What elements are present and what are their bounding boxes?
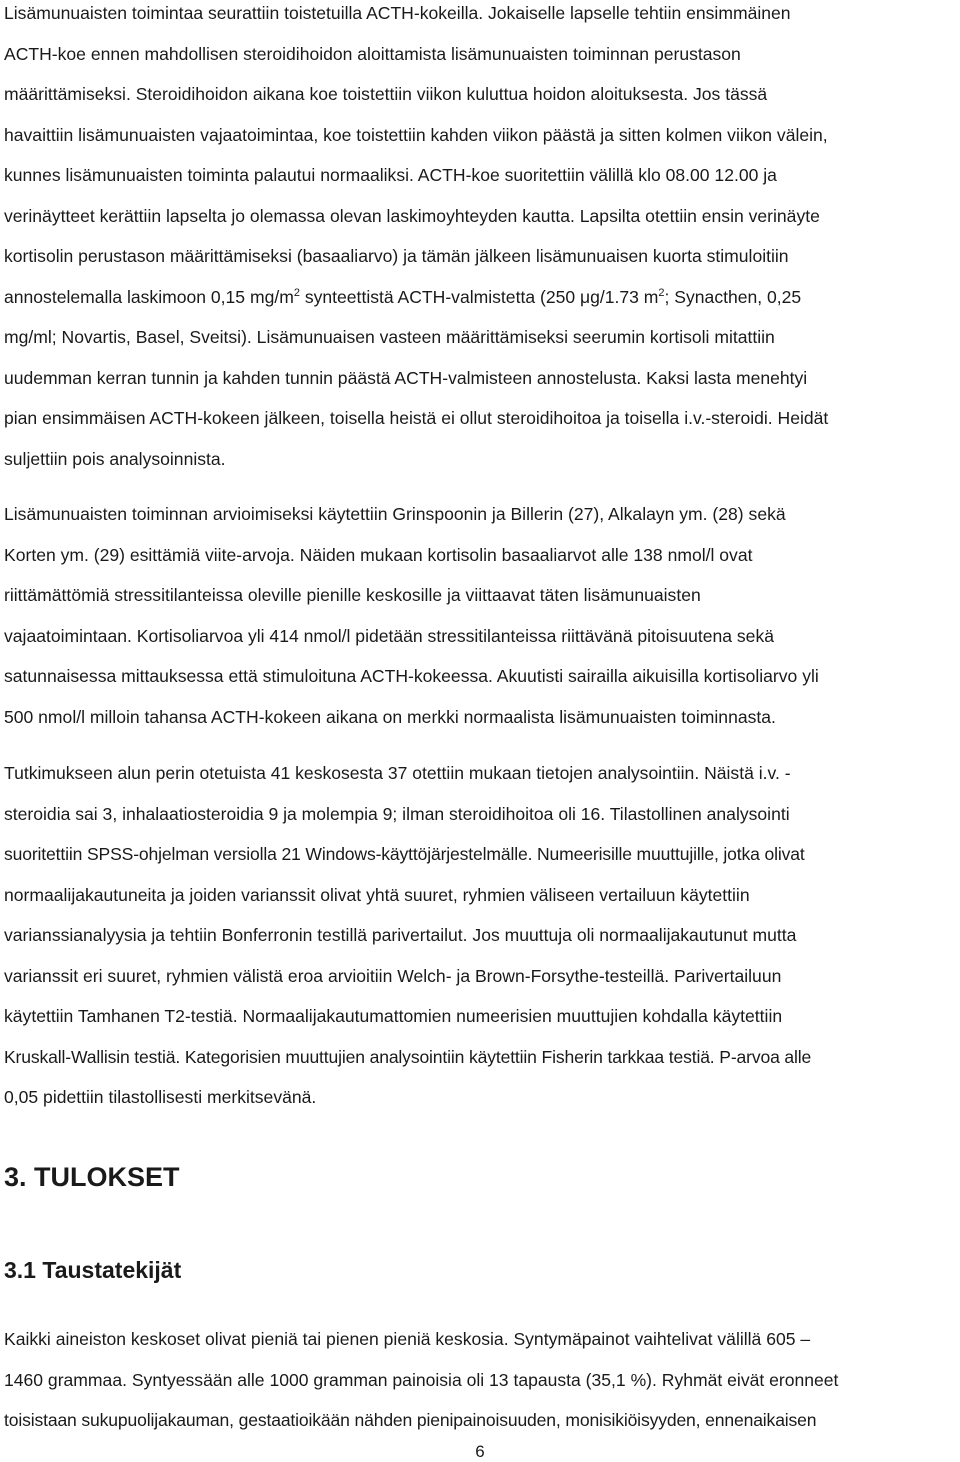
text-line: havaittiin lisämunuaisten vajaatoimintaa, koe toistettiin kahden viikon päästä ja sitten kolmen viikon välein, — [4, 124, 828, 145]
text-line: uudemman kerran tunnin ja kahden tunnin päästä ACTH-valmisteen annostelusta. Kaksi lasta menehtyi — [4, 367, 808, 388]
text-line: kortisolin perustason määrittämiseksi (basaaliarvo) ja tämän jälkeen lisämunuaisen kuorta stimuloitiin — [4, 246, 789, 266]
dose-text-part: annostelemalla laskimoon 0,15 mg/m — [4, 286, 294, 307]
text-line: Lisämunuaisten toiminnan arvioimiseksi käytettiin Grinspoonin ja Billerin (27), Alkalayn ym. (28) sekä — [4, 504, 786, 524]
text-line: mg/ml; Novartis, Basel, Sveitsi). Lisämunuaisen vasteen määrittämiseksi seerumin kortisoli mitattiin — [4, 327, 775, 347]
text-line: riittämättömiä stressitilanteissa oleville pienille keskosille ja viittaavat täten lisämunuaisten — [4, 585, 701, 605]
text-line: suljettiin pois analysoinnista. — [4, 448, 226, 469]
text-line: 500 nmol/l milloin tahansa ACTH-kokeen aikana on merkki normaalista lisämunuaisten toiminnasta. — [4, 706, 776, 727]
dose-text-part: synteettistä ACTH-valmistetta (250 μg/1.73 m — [299, 286, 659, 307]
text-line-dose — [4, 285, 954, 326]
text-line: varianssianalyysia ja tehtiin Bonferronin testillä parivertailut. Jos muuttuja oli normaalijakautunut mutta — [4, 925, 797, 945]
superscript: 2 — [293, 286, 300, 299]
text-line: Kaikki aineiston keskoset olivat pieniä tai pienen pieniä keskosia. Syntymäpainot vaihtelivat välillä 605 – — [4, 1329, 811, 1349]
text-line: steroidia sai 3, inhalaatiosteroidia 9 ja molempia 9; ilman steroidihoitoa oli 16. Tilastollinen analysointi — [4, 803, 790, 824]
text-line: Tutkimukseen alun perin otetuista 41 keskosesta 37 otettiin mukaan tietojen analysointiin. Näistä i.v. - — [4, 763, 791, 783]
text-line: toisistaan sukupuolijakauman, gestaatioikään nähden pienipainoisuuden, monisikiöisyyden, ennenaikaisen — [4, 1410, 817, 1430]
text-line: 0,05 pidettiin tilastollisesti merkitsevänä. — [4, 1087, 317, 1107]
text-line: määrittämiseksi. Steroidihoidon aikana koe toistettiin viikon kuluttua hoidon aloituksesta. Jos tässä — [4, 84, 768, 104]
text-line: vajaatoimintaan. Kortisoliarvoa yli 414 nmol/l pidetään stressitilanteissa riittävänä pitoisuutena sekä — [4, 625, 774, 646]
text-line: kunnes lisämunuaisten toiminta palautui normaaliksi. ACTH-koe suoritettiin välillä klo 08.00 12.00 ja — [4, 165, 777, 185]
text-line: ACTH-koe ennen mahdollisen steroidihoidon aloittamista lisämunuaisten toiminnan perustason — [4, 43, 741, 64]
text-line: varianssit eri suuret, ryhmien välistä eroa arvioitiin Welch- ja Brown-Forsythe-testeillä. Parivertailuun — [4, 965, 782, 986]
paragraph-reference-values — [4, 502, 956, 745]
text-line: 1460 grammaa. Syntyessään alle 1000 gramman painoisia oli 13 tapausta (35,1 %). Ryhmät eivät eronneet — [4, 1369, 839, 1390]
paragraph-acth-testing — [4, 1, 956, 487]
text-line: verinäytteet kerättiin lapselta jo olemassa olevan laskimoyhteyden kautta. Lapsilta otettiin ensin verinäyte — [4, 205, 820, 226]
superscript: 2 — [658, 286, 665, 299]
text-line: suoritettiin SPSS-ohjelman versiolla 21 Windows-käyttöjärjestelmälle. Numeerisille muuttujille, jotka olivat — [4, 844, 805, 864]
paragraph-background-factors — [4, 1327, 956, 1449]
text-line: Kruskall-Wallisin testiä. Kategorisien muuttujien analysointiin käytettiin Fisherin tarkkaa testiä. P-arvoa alle — [4, 1046, 812, 1067]
paragraph-statistics — [4, 761, 956, 1126]
subsection-heading-background: 3.1 Taustatekijät — [4, 1257, 182, 1283]
text-line: käytettiin Tamhanen T2-testiä. Normaalijakautumattomien numeerisien muuttujien kohdalla käytettiin — [4, 1006, 783, 1026]
text-line: Lisämunuaisten toimintaa seurattiin toistetuilla ACTH-kokeilla. Jokaiselle lapselle tehtiin ensimmäinen — [4, 3, 791, 23]
dose-text-part: ; Synacthen, 0,25 — [664, 286, 802, 307]
text-line: normaalijakautuneita ja joiden varianssit olivat yhtä suuret, ryhmien väliseen vertailuun käytettiin — [4, 884, 750, 905]
text-line: Korten ym. (29) esittämiä viite-arvoja. Näiden mukaan kortisolin basaaliarvot alle 138 nmol/l ovat — [4, 544, 753, 565]
text-line: satunnaisessa mittauksessa että stimuloituna ACTH-kokeessa. Akuutisti sairailla aikuisilla kortisoliarvo yli — [4, 666, 819, 686]
section-heading-results: 3. TULOKSET — [4, 1162, 180, 1192]
text-line: pian ensimmäisen ACTH-kokeen jälkeen, toisella heistä ei ollut steroidihoitoa ja toisella i.v.-steroidi. Heidät — [4, 408, 829, 428]
page-number: 6 — [475, 1442, 485, 1461]
